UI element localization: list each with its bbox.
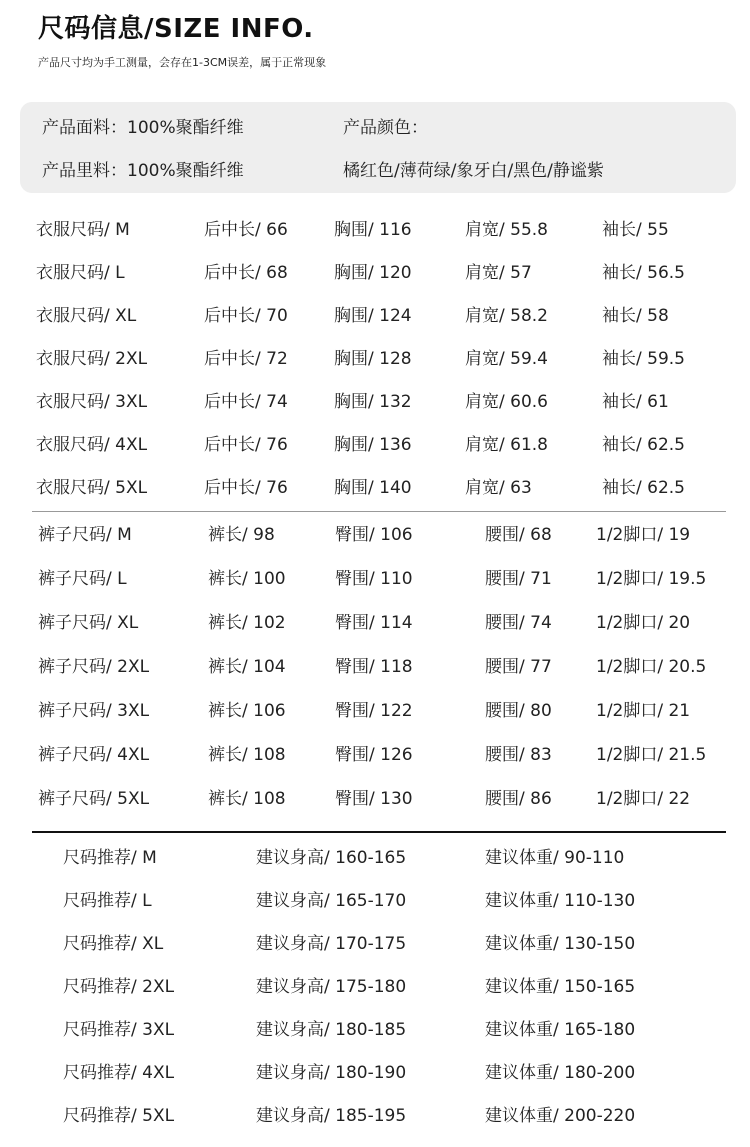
clothes-size-cell: 衣服尺码/ 2XL <box>36 349 148 369</box>
table-row <box>0 523 750 547</box>
back-length-cell: 后中长/ 72 <box>204 349 288 369</box>
shoulder-cell: 肩宽/ 57 <box>465 263 532 283</box>
back-length-cell: 后中长/ 68 <box>204 263 288 283</box>
table-row <box>0 433 750 457</box>
height-cell: 建议身高/ 180-190 <box>256 1063 407 1083</box>
chest-cell: 胸围/ 116 <box>334 220 412 240</box>
shoulder-cell: 肩宽/ 63 <box>465 478 532 498</box>
back-length-cell: 后中长/ 76 <box>204 478 288 498</box>
product-info-box <box>20 102 736 193</box>
clothes-size-cell: 衣服尺码/ XL <box>36 306 137 326</box>
hem-cell: 1/2脚口/ 20 <box>596 613 691 633</box>
height-cell: 建议身高/ 165-170 <box>256 891 407 911</box>
table-row <box>0 567 750 591</box>
shoulder-cell: 肩宽/ 61.8 <box>465 435 548 455</box>
pants-length-cell: 裤长/ 108 <box>208 745 286 765</box>
sleeve-cell: 袖长/ 61 <box>602 392 669 412</box>
pants-length-cell: 裤长/ 98 <box>208 525 275 545</box>
table-row <box>0 304 750 328</box>
measurement-note: 产品尺寸均为手工测量，会存在1-3CM误差，属于正常现象 <box>38 56 327 69</box>
back-length-cell: 后中长/ 66 <box>204 220 288 240</box>
pants-size-cell: 裤子尺码/ 2XL <box>38 657 150 677</box>
waist-cell: 腰围/ 80 <box>485 701 552 721</box>
recommend-size-cell: 尺码推荐/ L <box>63 891 152 911</box>
color-label: 产品颜色： <box>343 118 428 138</box>
table-row <box>0 218 750 242</box>
clothes-size-cell: 衣服尺码/ L <box>36 263 125 283</box>
height-cell: 建议身高/ 185-195 <box>256 1106 407 1126</box>
back-length-cell: 后中长/ 76 <box>204 435 288 455</box>
sleeve-cell: 袖长/ 56.5 <box>602 263 685 283</box>
table-row <box>0 347 750 371</box>
clothes-size-cell: 衣服尺码/ 5XL <box>36 478 148 498</box>
waist-cell: 腰围/ 74 <box>485 613 552 633</box>
chest-cell: 胸围/ 124 <box>334 306 412 326</box>
pants-length-cell: 裤长/ 104 <box>208 657 286 677</box>
pants-size-cell: 裤子尺码/ XL <box>38 613 139 633</box>
clothes-size-cell: 衣服尺码/ 4XL <box>36 435 148 455</box>
height-cell: 建议身高/ 170-175 <box>256 934 407 954</box>
shoulder-cell: 肩宽/ 60.6 <box>465 392 548 412</box>
weight-cell: 建议体重/ 200-220 <box>485 1106 636 1126</box>
hem-cell: 1/2脚口/ 19 <box>596 525 691 545</box>
sleeve-cell: 袖长/ 58 <box>602 306 669 326</box>
section-divider <box>32 511 726 512</box>
back-length-cell: 后中长/ 70 <box>204 306 288 326</box>
shoulder-cell: 肩宽/ 55.8 <box>465 220 548 240</box>
chest-cell: 胸围/ 132 <box>334 392 412 412</box>
table-row <box>0 1018 750 1042</box>
height-cell: 建议身高/ 180-185 <box>256 1020 407 1040</box>
sleeve-cell: 袖长/ 62.5 <box>602 435 685 455</box>
pants-size-cell: 裤子尺码/ 5XL <box>38 789 150 809</box>
recommend-size-cell: 尺码推荐/ 3XL <box>63 1020 175 1040</box>
table-row <box>0 699 750 723</box>
hip-cell: 臀围/ 118 <box>335 657 413 677</box>
pants-length-cell: 裤长/ 100 <box>208 569 286 589</box>
table-row <box>0 390 750 414</box>
recommend-size-cell: 尺码推荐/ XL <box>63 934 164 954</box>
hem-cell: 1/2脚口/ 20.5 <box>596 657 707 677</box>
weight-cell: 建议体重/ 90-110 <box>485 848 625 868</box>
table-row <box>0 611 750 635</box>
weight-cell: 建议体重/ 130-150 <box>485 934 636 954</box>
hip-cell: 臀围/ 114 <box>335 613 413 633</box>
hip-cell: 臀围/ 130 <box>335 789 413 809</box>
sleeve-cell: 袖长/ 59.5 <box>602 349 685 369</box>
pants-length-cell: 裤长/ 106 <box>208 701 286 721</box>
sleeve-cell: 袖长/ 62.5 <box>602 478 685 498</box>
page-title: 尺码信息/SIZE INFO. <box>38 14 314 44</box>
waist-cell: 腰围/ 83 <box>485 745 552 765</box>
chest-cell: 胸围/ 140 <box>334 478 412 498</box>
clothes-size-cell: 衣服尺码/ 3XL <box>36 392 148 412</box>
hem-cell: 1/2脚口/ 21.5 <box>596 745 707 765</box>
pants-size-cell: 裤子尺码/ L <box>38 569 127 589</box>
table-row <box>0 743 750 767</box>
hip-cell: 臀围/ 106 <box>335 525 413 545</box>
table-row <box>0 1104 750 1128</box>
shoulder-cell: 肩宽/ 59.4 <box>465 349 548 369</box>
table-row <box>0 787 750 811</box>
pants-length-cell: 裤长/ 102 <box>208 613 286 633</box>
pants-length-cell: 裤长/ 108 <box>208 789 286 809</box>
hem-cell: 1/2脚口/ 22 <box>596 789 691 809</box>
table-row <box>0 261 750 285</box>
recommend-size-cell: 尺码推荐/ 4XL <box>63 1063 175 1083</box>
fabric-info: 产品面料：100%聚酯纤维 <box>42 118 244 138</box>
clothes-size-cell: 衣服尺码/ M <box>36 220 130 240</box>
weight-cell: 建议体重/ 150-165 <box>485 977 636 997</box>
shoulder-cell: 肩宽/ 58.2 <box>465 306 548 326</box>
section-divider <box>32 831 726 833</box>
table-row <box>0 932 750 956</box>
pants-size-cell: 裤子尺码/ 3XL <box>38 701 150 721</box>
waist-cell: 腰围/ 77 <box>485 657 552 677</box>
hip-cell: 臀围/ 110 <box>335 569 413 589</box>
waist-cell: 腰围/ 71 <box>485 569 552 589</box>
recommend-size-cell: 尺码推荐/ M <box>63 848 157 868</box>
back-length-cell: 后中长/ 74 <box>204 392 288 412</box>
weight-cell: 建议体重/ 165-180 <box>485 1020 636 1040</box>
color-options: 橘红色/薄荷绿/象牙白/黑色/静谧紫 <box>343 161 604 181</box>
chest-cell: 胸围/ 128 <box>334 349 412 369</box>
chest-cell: 胸围/ 120 <box>334 263 412 283</box>
height-cell: 建议身高/ 175-180 <box>256 977 407 997</box>
pants-size-cell: 裤子尺码/ 4XL <box>38 745 150 765</box>
chest-cell: 胸围/ 136 <box>334 435 412 455</box>
height-cell: 建议身高/ 160-165 <box>256 848 407 868</box>
sleeve-cell: 袖长/ 55 <box>602 220 669 240</box>
pants-size-cell: 裤子尺码/ M <box>38 525 132 545</box>
waist-cell: 腰围/ 68 <box>485 525 552 545</box>
waist-cell: 腰围/ 86 <box>485 789 552 809</box>
table-row <box>0 889 750 913</box>
lining-info: 产品里料：100%聚酯纤维 <box>42 161 244 181</box>
hip-cell: 臀围/ 122 <box>335 701 413 721</box>
recommend-size-cell: 尺码推荐/ 2XL <box>63 977 175 997</box>
table-row <box>0 1061 750 1085</box>
hip-cell: 臀围/ 126 <box>335 745 413 765</box>
table-row <box>0 655 750 679</box>
table-row <box>0 846 750 870</box>
hem-cell: 1/2脚口/ 19.5 <box>596 569 707 589</box>
recommend-size-cell: 尺码推荐/ 5XL <box>63 1106 175 1126</box>
table-row <box>0 975 750 999</box>
weight-cell: 建议体重/ 110-130 <box>485 891 636 911</box>
table-row <box>0 476 750 500</box>
weight-cell: 建议体重/ 180-200 <box>485 1063 636 1083</box>
hem-cell: 1/2脚口/ 21 <box>596 701 691 721</box>
